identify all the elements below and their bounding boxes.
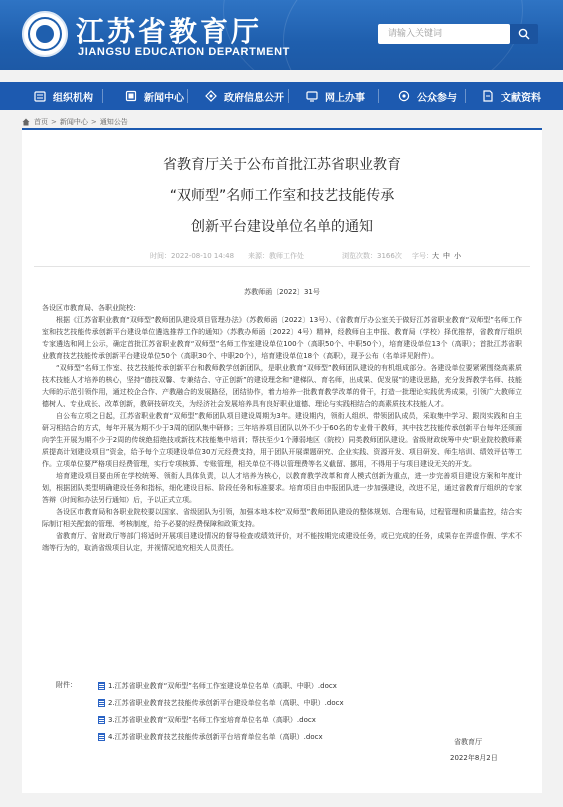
search-input[interactable] [378, 24, 510, 44]
site-subtitle: JIANGSU EDUCATION DEPARTMENT [78, 46, 290, 58]
breadcrumb-news[interactable]: 新闻中心 [59, 118, 88, 126]
document-number: 苏教师函〔2022〕31号 [244, 288, 320, 296]
nav-item-online-service[interactable] [306, 82, 365, 110]
attachment-link[interactable] [98, 714, 316, 726]
font-size-label: 字号： [412, 252, 433, 260]
online-service-icon [306, 90, 318, 102]
search-button[interactable] [510, 24, 538, 44]
word-file-icon [98, 733, 105, 741]
nav-label: 文献资料 [501, 92, 541, 104]
font-size-small[interactable]: 小 [454, 252, 461, 260]
public-participation-icon [398, 90, 410, 102]
signer: 省教育厅 [454, 738, 482, 746]
body-paragraph: 根据《江苏省职业教育“双师型”教师团队建设项目管理办法》（苏教师函〔2022〕13号）、《省教育厅办公室关于做好江苏省职业教育“双师型”名师工作室和技艺技能传承创新平台建设单位遴选推荐工作的通知》（苏教办师函〔2022〕4号）精神，经教师自主申报、教育局（学校）择优推荐，省教育厅组织专家遴选和网上公示，确定首批江苏省职业教育“双师型”名师工作室建设单位100个（高职50个、中职50个），培育建设单位13个（高职）；首批江苏省职业教育技艺技能传承创新平台建设单位50个（高职30个、中职20个），培育建设单位18个（高职），现予公布（名单详见附件）。 [42, 316, 522, 360]
attachment-name: 2.江苏省职业教育技艺技能传承创新平台建设单位名单（高职、中职）.docx [108, 699, 344, 707]
attachment-name: 4.江苏省职业教育技艺技能传承创新平台培育单位名单（高职）.docx [108, 733, 323, 741]
nav-divider [187, 89, 188, 103]
attachment-link[interactable] [98, 697, 344, 709]
breadcrumb-separator: > [90, 118, 97, 126]
nav-item-news[interactable] [125, 82, 184, 110]
main-nav [0, 82, 563, 110]
body-paragraph: 各设区市教育局和各职业院校要以国家、省级团队为引领，加强本地本校“双师型”教师团队建设的整体规划、合理布局，过程管理和质量监控，结合实际制订相关配套的管理、考核制度，给予必要的经费保障和政策支持。 [42, 508, 522, 528]
word-file-icon [98, 716, 105, 724]
attachment-link[interactable] [98, 680, 337, 692]
nav-item-org[interactable] [34, 82, 93, 110]
view-count: 浏览次数：3166次 [342, 252, 402, 260]
body-paragraph: 自公布立项之日起，江苏省职业教育“双师型”教师团队项目建设周期为3年。建设期内，领衔人组织、带领团队成员，采取集中学习、跟岗实践和自主研习相结合的方式，每年开展为期不少于3周的团队集中研修；三年培养项目团队以外不少于60名的专业骨干教师，其中技艺技能传承创新平台每年还须面向学生开展为期不少于2周的传统绝招绝技或新技术技能集中培训；帮扶至少1个薄弱地区（院校）同类教师团队建设。省级财政统筹中央“职业院校教师素质提高计划建设项目”资金，给予每个立项建设单位30万元经费支持，用于团队开展课题研究、企业实践、资源开发、项目研发、师生培训、绩效评估等工作。立项单位要严格项目经费管理，实行专项核算、专账管理，相关单位不得以管理费等名义截留、挪用，不得用于与项目建设无关的开支。 [42, 412, 522, 468]
news-icon [125, 90, 137, 102]
nav-divider [378, 89, 379, 103]
greeting: 各设区市教育局、各职业院校： [42, 304, 140, 312]
documents-icon [482, 90, 494, 102]
attachment-name: 3.江苏省职业教育“双师型”名师工作室培育单位名单（高职）.docx [108, 716, 316, 724]
nav-label: 公众参与 [417, 92, 457, 104]
word-file-icon [98, 699, 105, 707]
nav-label: 组织机构 [53, 92, 93, 104]
article-panel [22, 128, 542, 793]
nav-divider [465, 89, 466, 103]
nav-label: 网上办事 [325, 92, 365, 104]
article-title-line2: “双师型”名师工作室和技艺技能传承 [169, 188, 395, 204]
article-body [42, 302, 522, 554]
logo-core [36, 25, 54, 43]
font-size-large[interactable]: 大 [432, 252, 439, 260]
breadcrumb-home[interactable]: 首页 [34, 118, 48, 126]
attachment-name: 1.江苏省职业教育“双师型”名师工作室建设单位名单（高职、中职）.docx [108, 682, 337, 690]
body-paragraph: 省教育厅、省财政厅等部门将适时开展项目建设情况的督导检查或绩效评价，对不能按期完成建设任务，或已完成的任务，成果存在弄虚作假、学术不端等行为的，取消省级项目认定，并视情况追究相关人员责任。 [42, 532, 522, 552]
breadcrumb [22, 117, 128, 127]
font-size-medium[interactable]: 中 [443, 252, 450, 260]
site-title[interactable]: 江苏省教育厅 [76, 15, 263, 48]
nav-item-documents[interactable] [482, 82, 541, 110]
nav-item-public[interactable] [398, 82, 457, 110]
article-source: 来源：教师工作处 [248, 252, 304, 260]
breadcrumb-separator: > [51, 118, 57, 126]
nav-label: 政府信息公开 [224, 92, 284, 104]
gov-info-icon [205, 90, 217, 102]
article-title-line3: 创新平台建设单位名单的通知 [191, 219, 373, 235]
article-title-line1: 省教育厅关于公布首批江苏省职业教育 [163, 157, 401, 173]
divider [34, 266, 530, 267]
sign-date: 2022年8月2日 [450, 754, 498, 762]
site-logo[interactable] [22, 11, 68, 57]
body-paragraph: “双师型”名师工作室、技艺技能传承创新平台和教师教学创新团队，是职业教育“双师型”教师团队建设的有机组成部分。各建设单位要紧紧围绕高素质技术技能人才培养的核心，坚持“德技双馨、专兼结合、守正创新”的建设理念和“建梯队、育名师，出成果、促发展”的建设思路，充分发挥教学名师、技能大师的示范引领作用，通过校企合作、产教融合的发展路径，团结协作，着力培养一批教育教学改革的骨干，打造一批理论实践优秀成果，引领广大教师立德树人、专业成长、改革创新，教研技研攻关，为经济社会发展培养具有良好职业道德、理论与实践相结合的高素质技术技能人才。 [42, 364, 522, 408]
body-paragraph: 培育建设项目要由所在学校统筹、领衔人具体负责，以人才培养为核心，以教育教学改革和育人模式创新为重点，进一步完善项目建设方案和年度计划，根据团队类型明确建设任务和指标，细化建设目标、阶段任务和标准要求。培育项目由申报团队进一步加强建设，改进不足，通过省教育厅组织的专家答辩（时间和办法另行通知）后，予以正式立项。 [42, 472, 522, 504]
nav-divider [288, 89, 289, 103]
breadcrumb-notices[interactable]: 通知公告 [99, 118, 128, 126]
org-icon [34, 90, 46, 102]
search-icon [518, 28, 530, 40]
word-file-icon [98, 682, 105, 690]
attachment-link[interactable] [98, 731, 323, 743]
site-header [0, 0, 563, 70]
publish-date: 时间：2022-08-10 14:48 [150, 252, 235, 260]
attachments-label: 附件： [56, 681, 77, 689]
home-icon [22, 118, 30, 126]
nav-divider [102, 89, 103, 103]
nav-item-gov-info[interactable] [205, 82, 284, 110]
nav-label: 新闻中心 [144, 92, 184, 104]
